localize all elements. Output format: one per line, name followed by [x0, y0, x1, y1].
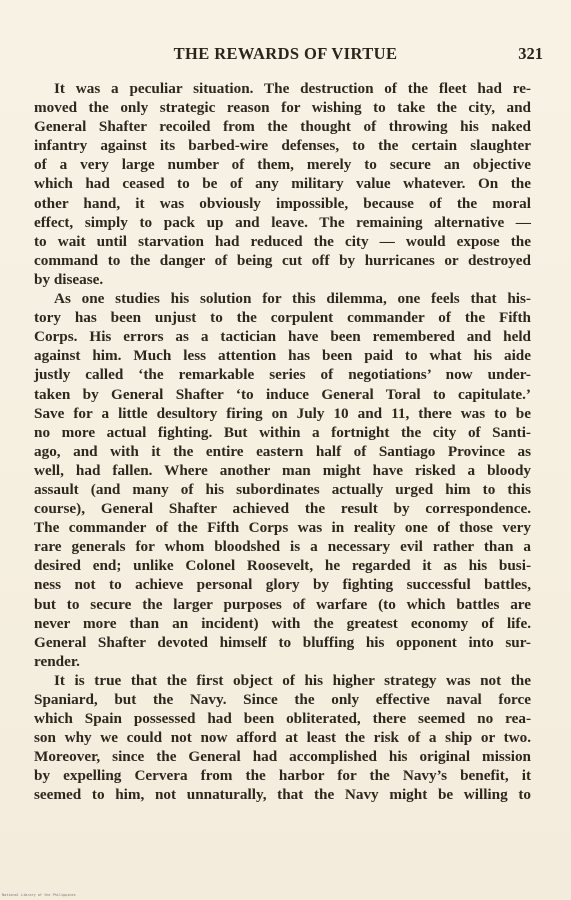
- text-line: well, had fallen. Where another man might have risked a bloody: [34, 461, 531, 479]
- text-line: desired end; unlike Colonel Roosevelt, he regarded it as his busi-: [34, 557, 531, 575]
- paragraph: [34, 289, 531, 671]
- text-line: Corps. His errors as a tactician have been remembered and held: [34, 328, 531, 346]
- page-header: [0, 44, 571, 66]
- text-line: course), General Shafter achieved the result by correspondence.: [34, 500, 531, 518]
- text-line: infantry against its barbed-wire defenses, to the certain slaughter: [34, 137, 531, 155]
- text-line: never more than an incident) with the greatest economy of life.: [34, 614, 531, 632]
- text-line: which had ceased to be of any military value whatever. On the: [34, 175, 531, 193]
- text-line: no more actual fighting. But within a fortnight the city of Santi-: [34, 423, 531, 441]
- text-line: Save for a little desultory firing on July 10 and 11, there was to be: [34, 404, 531, 422]
- text-line: It is true that the first object of his higher strategy was not the: [54, 671, 531, 689]
- text-line: which Spain possessed had been obliterated, there seemed no rea-: [34, 710, 531, 728]
- text-line: but to secure the larger purposes of warfare (to which battles are: [34, 595, 531, 613]
- text-line: taken by General Shafter ‘to induce General Toral to capitulate.’: [34, 385, 531, 403]
- text-line: render.: [34, 652, 80, 670]
- text-line: other hand, it was obviously impossible, because of the moral: [34, 194, 531, 212]
- text-line: Spaniard, but the Navy. Since the only effective naval force: [34, 691, 531, 708]
- text-line: Moreover, since the General had accomplished his original mission: [34, 748, 531, 766]
- text-line: The commander of the Fifth Corps was in reality one of those very: [34, 519, 531, 537]
- paragraph: [34, 79, 531, 289]
- text-line: by expelling Cervera from the harbor for the Navy’s benefit, it: [34, 767, 531, 785]
- text-line: seemed to him, not unnaturally, that the Navy might be willing to: [34, 786, 531, 804]
- text-line: command to the danger of being cut off by hurricanes or destroyed: [34, 251, 531, 269]
- paragraph: [34, 671, 531, 805]
- text-line: General Shafter recoiled from the thought of throwing his naked: [34, 118, 531, 136]
- text-line: against him. Much less attention has been paid to what his aide: [34, 347, 531, 365]
- text-line: tory has been unjust to the corpulent commander of the Fifth: [34, 309, 531, 327]
- text-line: justly called ‘the remarkable series of negotiations’ now under-: [34, 366, 531, 384]
- body-text: [34, 79, 531, 805]
- text-line: rare generals for whom bloodshed is a necessary evil rather than a: [34, 538, 531, 556]
- text-line: of a very large number of them, merely to secure an objective: [34, 156, 531, 174]
- text-line: to wait until starvation had reduced the city — would expose the: [34, 232, 531, 250]
- text-line: As one studies his solution for this dilemma, one feels that his-: [54, 290, 531, 308]
- running-title: THE REWARDS OF VIRTUE: [173, 44, 398, 63]
- text-line: ness not to achieve personal glory by fighting successful battles,: [34, 576, 531, 594]
- text-line: General Shafter devoted himself to bluffing his opponent into sur-: [34, 633, 531, 651]
- footer-note: National Library of the Philippines: [2, 893, 76, 897]
- text-line: moved the only strategic reason for wishing to take the city, and: [34, 99, 531, 117]
- page-number: 321: [518, 44, 543, 63]
- text-line: effect, simply to pack up and leave. The remaining alternative —: [34, 213, 531, 231]
- text-line: It was a peculiar situation. The destruction of the fleet had re-: [54, 80, 531, 97]
- text-line: ago, and with it the entire eastern half of Santiago Province as: [34, 442, 531, 460]
- text-line: assault (and many of his subordinates actually urged him to this: [34, 480, 531, 498]
- text-line: by disease.: [34, 270, 104, 288]
- text-line: son why we could not now afford at least the risk of a ship or two.: [34, 729, 531, 747]
